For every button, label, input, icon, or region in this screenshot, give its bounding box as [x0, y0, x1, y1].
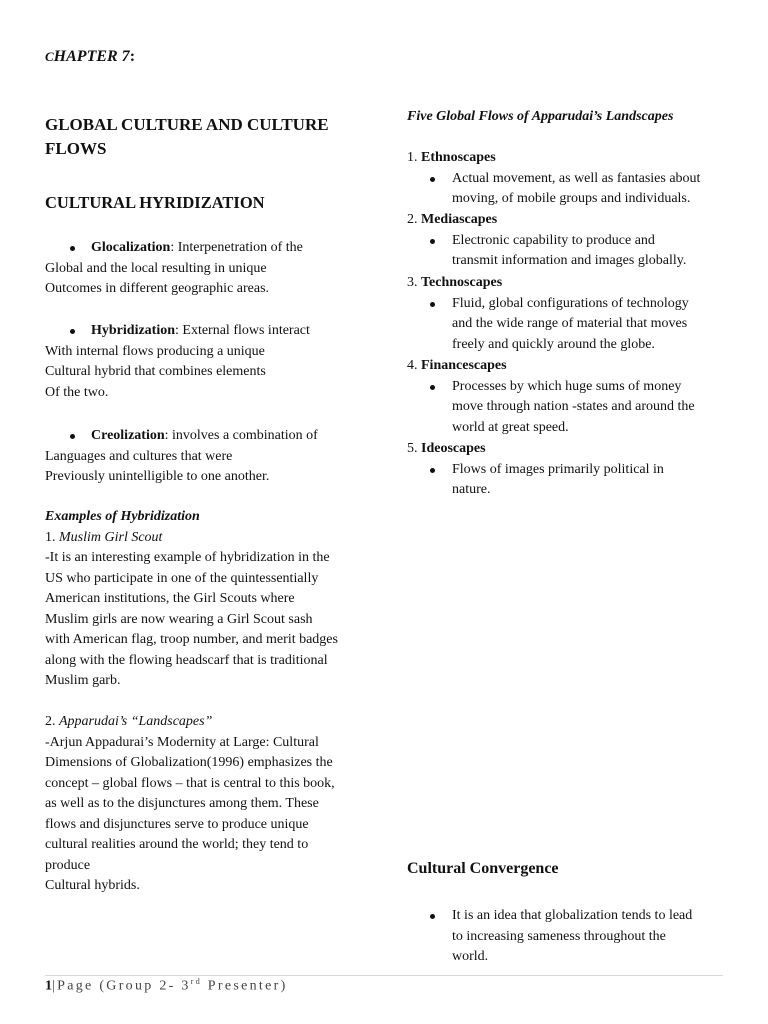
main-title: GLOBAL CULTURE AND CULTURE FLOWS	[45, 115, 329, 158]
flow-ethnoscapes: 1. Ethnoscapes Actual movement, as well as fantasies about moving, of mobile groups and individuals.	[407, 150, 701, 206]
convergence-paragraph: It is an idea that globalization tends to lead to increasing sameness throughout the world.	[452, 908, 693, 964]
section-title-hybridization: CULTURAL HYRIDIZATION	[45, 193, 265, 212]
example-1-title: 1. Muslim Girl Scout	[45, 529, 163, 545]
creolization-paragraph: Creolization: involves a combination of Languages and cultures that were Previously unintelligible to one another.	[45, 428, 318, 484]
bullet-icon	[430, 302, 435, 307]
bullet-icon	[430, 177, 435, 182]
flow-financescapes: 4. Financescapes Processes by which huge sums of money move through nation -states and around the world at great speed.	[407, 358, 695, 435]
footer-divider	[45, 975, 723, 976]
bullet-icon	[430, 385, 435, 390]
page-footer: 1|Page (Group 2- 3rd Presenter)	[45, 977, 288, 994]
convergence-title: Cultural Convergence	[407, 860, 559, 877]
glocalization-paragraph: Glocalization: Interpenetration of the Global and the local resulting in unique Outcomes in different geographic areas.	[45, 240, 303, 296]
flow-technoscapes: 3. Technoscapes Fluid, global configurations of technology and the wide range of material that moves freely and quickly around the globe.	[407, 275, 689, 352]
bullet-icon	[430, 239, 435, 244]
flow-mediascapes: 2. Mediascapes Electronic capability to produce and transmit information and images globally.	[407, 212, 687, 268]
flow-ideoscapes: 5. Ideoscapes Flows of images primarily political in nature.	[407, 441, 664, 497]
chapter-heading: CHAPTER 7:	[45, 48, 136, 65]
example-2: 2. Apparudai’s “Landscapes” -Arjun Appadurai’s Modernity at Large: Cultural Dimensions of Globalization(1996) emphasizes the concept – global flows – that is central to this book, as well as to the disjunctures among them. These flows and disjunctures serve to produce unique cultural realities around the world; they tend to produce Cultural hybrids.	[45, 712, 370, 897]
hybridization-paragraph: Hybridization: External flows interact With internal flows producing a unique Cultural hybrid that combines elements Of the two.	[45, 323, 310, 400]
flows-heading: Five Global Flows of Apparudai’s Landscapes	[407, 109, 674, 124]
examples-section: Examples of Hybridization 1. Muslim Girl Scout -It is an interesting example of hybridization in the US who participate in one of the quintessentially American institutions, the Girl Scouts where Muslim girls are now wearing a Girl Scout sash with American flag, troop number, and merit badges along with the flowing headscarf that is traditional Muslim garb.	[45, 507, 370, 692]
example-2-title: 2. Apparudai’s “Landscapes”	[45, 714, 213, 729]
bullet-icon	[430, 468, 435, 473]
